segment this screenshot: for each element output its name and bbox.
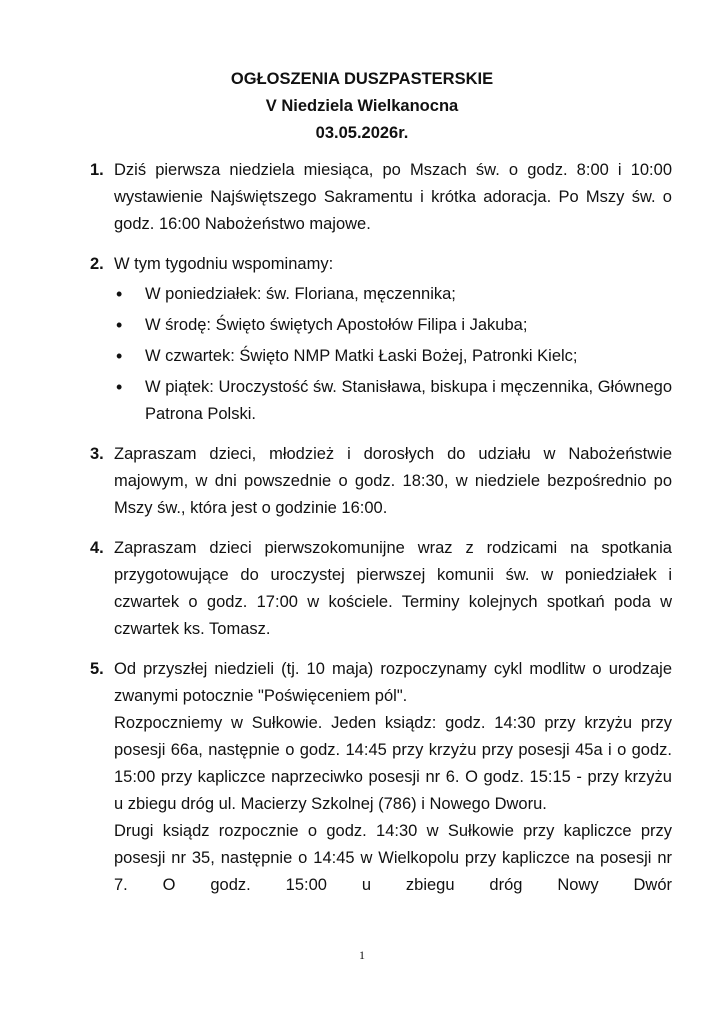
page-number: 1: [359, 948, 365, 962]
list-item: • W piątek: Uroczystość św. Stanisława, biskupa i męczennika, Głównego Patrona Polski.: [114, 374, 672, 428]
item-number: 5.: [90, 660, 104, 678]
item-number: 1.: [90, 161, 104, 179]
announcement-item-1: [90, 157, 672, 238]
item-number: 4.: [90, 539, 104, 557]
item-text: Zapraszam dzieci pierwszokomunijne wraz z rodzicami na spotkania przygotowujące do uroczystej pierwszej komunii św. w poniedziałek i czwartek o godz. 17:00 w kościele. Terminy kolejnych spotkań poda w czwartek ks. Tomasz.: [114, 539, 672, 638]
announcement-item-3: [90, 441, 672, 522]
item-number: 3.: [90, 445, 104, 463]
announcement-header: [0, 66, 724, 147]
item-paragraph: Rozpoczniemy w Sułkowie. Jeden ksiądz: godz. 14:30 przy krzyżu przy posesji 66a, następnie o godz. 14:45 przy krzyżu przy posesji 45a i o godz. 15:00 przy kapliczce naprzeciwko posesji nr 6. O godz. 15:15 - przy krzyżu u zbiegu dróg ul. Macierzy Szkolnej (786) i Nowego Dworu.: [114, 714, 672, 813]
item-paragraph: Drugi ksiądz rozpocznie o godz. 14:30 w Sułkowie przy kapliczce przy posesji nr 35, następnie o 14:45 w Wielkopolu przy kapliczce na posesji nr 7. O godz. 15:00 u zbiegu dróg Nowy Dwór: [114, 822, 672, 894]
announcement-item-4: [90, 535, 672, 643]
announcement-item-2: [90, 251, 672, 428]
item-text: W tym tygodniu wspominamy:: [114, 255, 334, 273]
list-item: • W poniedziałek: św. Floriana, męczennika;: [114, 281, 672, 308]
header-subtitle: V Niedziela Wielkanocna: [265, 97, 459, 115]
list-item: • W czwartek: Święto NMP Matki Łaski Bożej, Patronki Kielc;: [114, 343, 672, 370]
announcement-item-5: [90, 656, 672, 899]
item-text: Od przyszłej niedzieli (tj. 10 maja) rozpoczynamy cykl modlitw o urodzaje zwanymi potocznie "Poświęceniem pól".: [114, 660, 672, 705]
item-number: 2.: [90, 255, 104, 273]
list-item: • W środę: Święto świętych Apostołów Filipa i Jakuba;: [114, 312, 672, 339]
item-text: Zapraszam dzieci, młodzież i dorosłych do udziału w Nabożeństwie majowym, w dni powszednie o godz. 18:30, w niedziele bezpośrednio po Mszy św., która jest o godzinie 16:00.: [114, 445, 672, 517]
header-date: 03.05.2026r.: [315, 124, 409, 142]
announcement-list: [90, 157, 672, 912]
header-title: OGŁOSZENIA DUSZPASTERSKIE: [230, 70, 494, 88]
weekday-list: [114, 281, 672, 428]
item-text: Dziś pierwsza niedziela miesiąca, po Mszach św. o godz. 8:00 i 10:00 wystawienie Najświętszego Sakramentu i krótka adoracja. Po Mszy św. o godz. 16:00 Nabożeństwo majowe.: [114, 161, 672, 233]
